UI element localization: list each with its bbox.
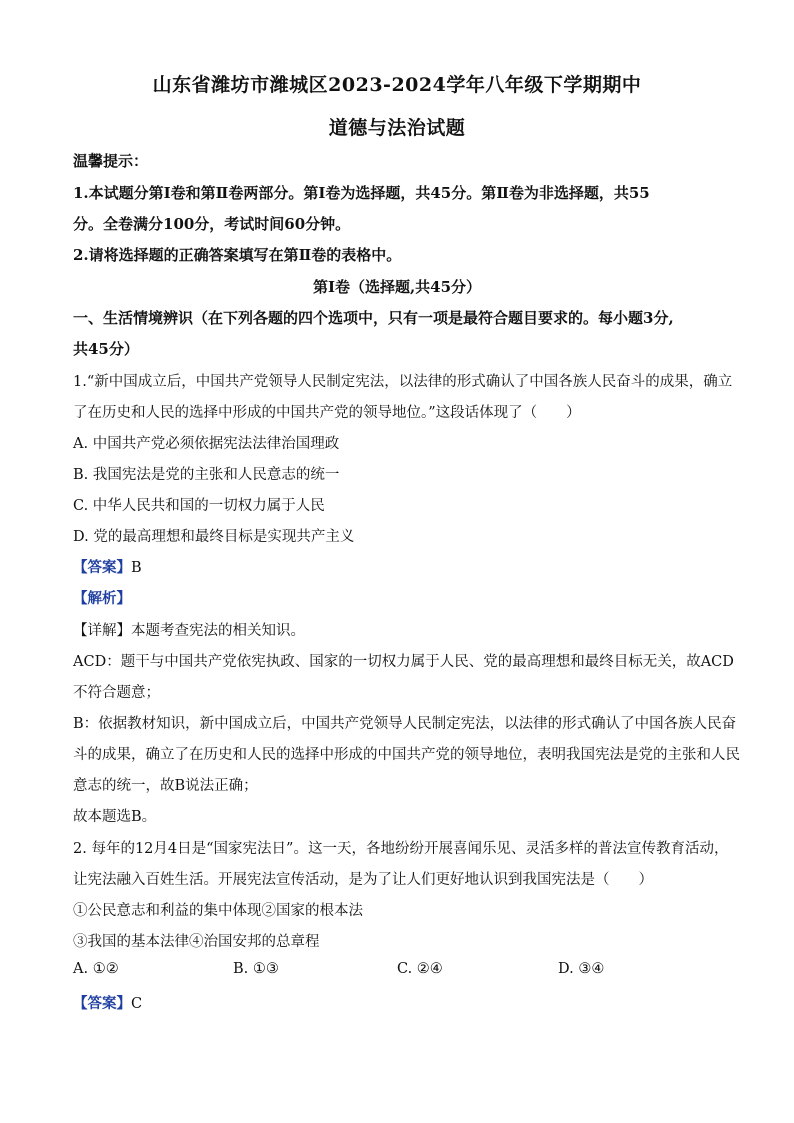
q2-answer — [73, 992, 721, 1013]
q2-option-b: B. ①③ — [233, 961, 279, 977]
analysis-tag: 【解析】 — [73, 590, 131, 607]
notice-item-2: 2.请将选择题的正确答案填写在第Ⅱ卷的表格中。 — [73, 246, 402, 264]
answer-tag: 【答案】 — [73, 995, 131, 1012]
exam-title: 山东省潍坊市潍城区2023-2024学年八年级下学期期中 — [152, 74, 642, 96]
q1-option-d: D. 党的最高理想和最终目标是实现共产主义 — [73, 529, 355, 545]
q1-analysis — [73, 587, 721, 608]
detail-tag: 【详解】 — [73, 623, 131, 639]
q1-detail — [73, 619, 721, 640]
notice-item-1-cont: 分。全卷满分100分，考试时间60分钟。 — [73, 215, 351, 233]
notice-item-1: 1.本试题分第Ⅰ卷和第Ⅱ卷两部分。第Ⅰ卷为选择题，共45分。第Ⅱ卷为非选择题，共55 — [73, 184, 650, 202]
q2-option-c: C. ②④ — [397, 961, 443, 977]
q1-conclusion: 故本题选B。 — [73, 809, 157, 825]
q1-explanation-1: ACD：题干与中国共产党依宪执政、国家的一切权力属于人民、党的最高理想和最终目标无关，故ACD — [73, 654, 734, 670]
part-instruction: 一、生活情境辨识（在下列各题的四个选项中，只有一项是最符合题目要求的。每小题3分, — [73, 309, 674, 327]
q2-option-a: A. ①② — [73, 961, 119, 977]
q1-stem: 1.“新中国成立后，中国共产党领导人民制定宪法，以法律的形式确认了中国各族人民奋斗的成果，确立 — [73, 374, 733, 390]
q2-option-d: D. ③④ — [558, 961, 605, 977]
notice-heading: 温馨提示： — [73, 152, 149, 170]
q1-explanation-2-end: 意志的统一，故B说法正确； — [73, 778, 258, 794]
q2-stem-cont: 让宪法融入百姓生活。开展宪法宣传活动，是为了让人们更好地认识到我国宪法是（ ） — [73, 872, 653, 888]
detail-text: 本题考查宪法的相关知识。 — [131, 623, 305, 639]
q2-stem: 2. 每年的12月4日是“国家宪法日”。这一天，各地纷纷开展喜闻乐见、灵活多样的普法宣传教育活动， — [73, 841, 729, 857]
q1-stem-cont: 了在历史和人民的选择中形成的中国共产党的领导地位。”这段话体现了（ ） — [73, 405, 581, 421]
q1-answer — [73, 556, 721, 577]
q1-option-c: C. 中华人民共和国的一切权力属于人民 — [73, 498, 325, 514]
section-heading: 第Ⅰ卷（选择题,共45分） — [312, 278, 482, 296]
answer-value: B — [131, 560, 142, 576]
q2-items-1: ①公民意志和利益的集中体现②国家的根本法 — [73, 903, 363, 919]
q1-option-a: A. 中国共产党必须依据宪法法律治国理政 — [73, 436, 340, 452]
part-instruction-cont: 共45分） — [73, 340, 139, 358]
answer-value: C — [131, 996, 143, 1012]
q1-explanation-2: B：依据教材知识，新中国成立后，中国共产党领导人民制定宪法，以法律的形式确认了中国各族人民奋 — [73, 716, 737, 732]
q1-option-b: B. 我国宪法是党的主张和人民意志的统一 — [73, 467, 340, 483]
q1-explanation-2-cont: 斗的成果，确立了在历史和人民的选择中形成的中国共产党的领导地位，表明我国宪法是党的主张和人民 — [73, 747, 740, 763]
q1-explanation-1-cont: 不符合题意； — [73, 685, 160, 701]
exam-subtitle: 道德与法治试题 — [328, 117, 466, 139]
q2-items-2: ③我国的基本法律④治国安邦的总章程 — [73, 934, 320, 950]
answer-tag: 【答案】 — [73, 559, 131, 576]
